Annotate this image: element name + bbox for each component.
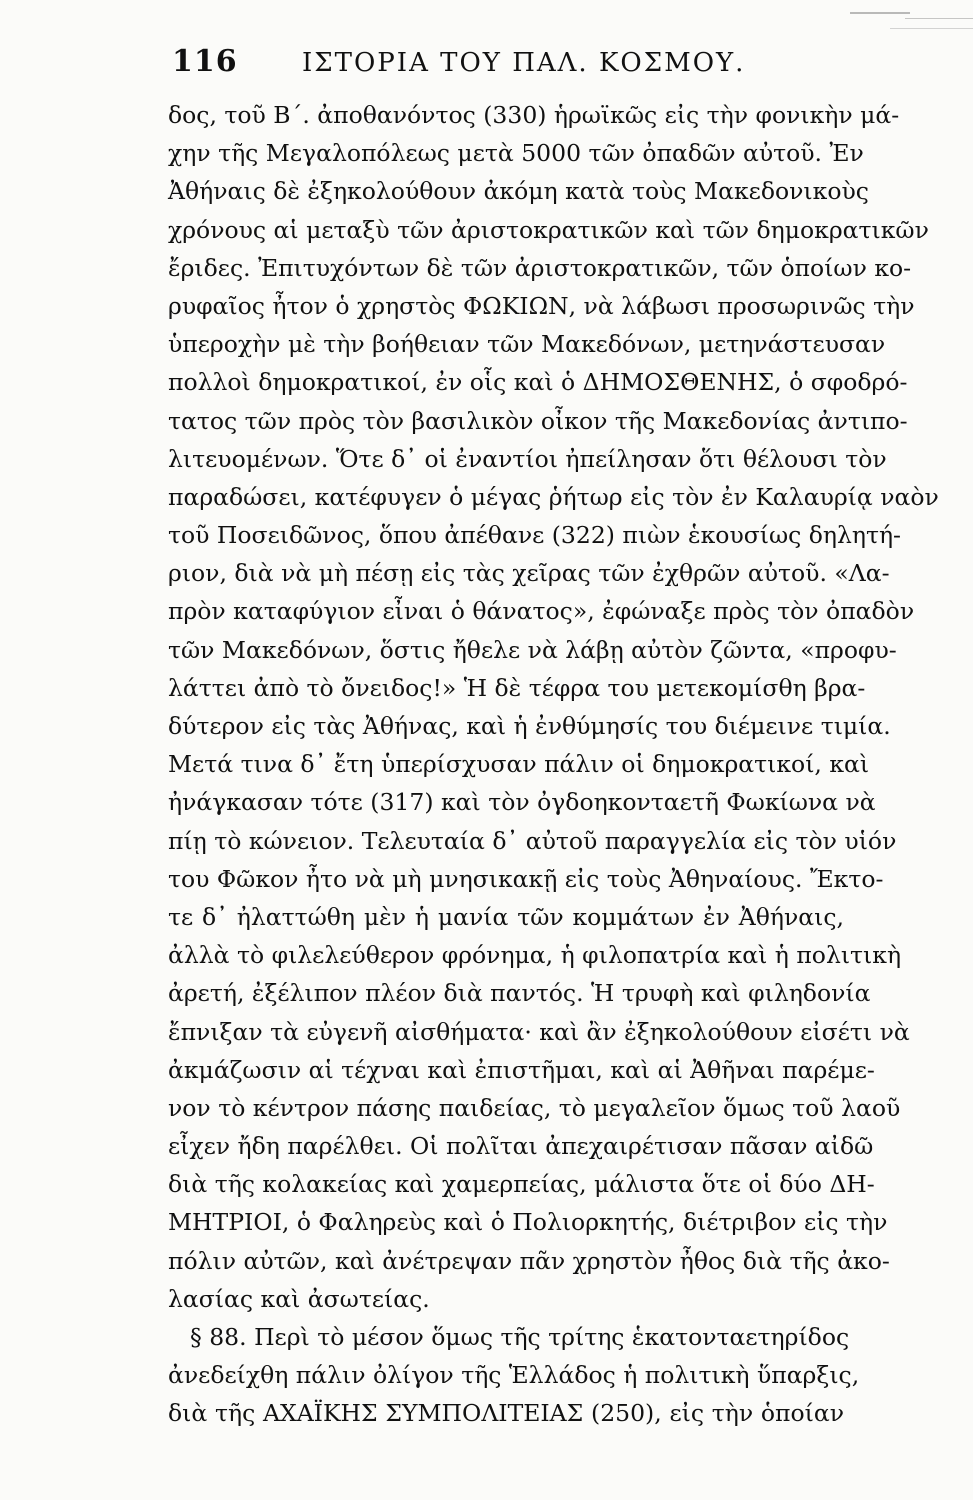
text-line: Μετά τινα δ᾽ ἔτη ὑπερίσχυσαν πάλιν οἱ δημοκρατικοί, καὶ xyxy=(168,750,870,779)
text-line: χην τῆς Μεγαλοπόλεως μετὰ 5000 τῶν ὀπαδῶν αὐτοῦ. Ἐν xyxy=(168,139,864,168)
scan-artifact xyxy=(890,28,973,29)
text-line: ἀλλὰ τὸ φιλελεύθερον φρόνημα, ἡ φιλοπατρία καὶ ἡ πολιτικὴ xyxy=(168,941,902,970)
text-line: ἀνεδείχθη πάλιν ὀλίγον τῆς Ἑλλάδος ἡ πολιτικὴ ὕπαρξις, xyxy=(168,1361,860,1390)
text-line: πίῃ τὸ κώνειον. Τελευταία δ᾽ αὐτοῦ παραγγελία εἰς τὸν υἱόν xyxy=(168,826,897,855)
text-line: ὑπεροχὴν μὲ τὴν βοήθειαν τῶν Μακεδόνων, μετηνάστευσαν xyxy=(168,330,886,359)
text-line: ἀκμάζωσιν αἱ τέχναι καὶ ἐπιστῆμαι, καὶ αἱ Ἀθῆναι παρέμε- xyxy=(168,1055,875,1084)
text-line: ἠνάγκασαν τότε (317) καὶ τὸν ὀγδοηκονταετῆ Φωκίωνα νὰ xyxy=(168,788,876,817)
scan-artifact xyxy=(905,18,973,19)
text-line: εἶχεν ἤδη παρέλθει. Οἱ πολῖται ἀπεχαιρέτισαν πᾶσαν αἰδῶ xyxy=(168,1132,874,1161)
text-line: δύτερον εἰς τὰς Ἀθήνας, καὶ ἡ ἐνθύμησίς του διέμεινε τιμία. xyxy=(168,712,891,740)
text-line: τε δ᾽ ἠλαττώθη μὲν ἡ μανία τῶν κομμάτων ἐν Ἀθήναις, xyxy=(168,902,844,931)
text-line: τατος τῶν πρὸς τὸν βασιλικὸν οἶκον τῆς Μακεδονίας ἀντιπο- xyxy=(168,406,908,435)
section-heading-line: § 88. Περὶ τὸ μέσον ὅμως τῆς τρίτης ἑκατονταετηρίδος xyxy=(190,1323,850,1351)
text-line: χρόνους αἱ μεταξὺ τῶν ἀριστοκρατικῶν καὶ τῶν δημοκρατικῶν xyxy=(168,215,929,244)
text-line: πρὸν καταφύγιον εἶναι ὁ θάνατος», ἐφώναξε πρὸς τὸν ὀπαδὸν xyxy=(168,597,915,626)
text-line: πόλιν αὐτῶν, καὶ ἀνέτρεψαν πᾶν χρηστὸν ἦθος διὰ τῆς ἀκο- xyxy=(168,1246,890,1275)
text-line: τοῦ Ποσειδῶνος, ὅπου ἀπέθανε (322) πιὼν ἑκουσίως δηλητή- xyxy=(168,521,901,550)
text-line: ρυφαῖος ἦτον ὁ χρηστὸς ΦΩΚΙΩΝ, νὰ λάβωσι προσωρινῶς τὴν xyxy=(168,291,915,320)
text-line: νον τὸ κέντρον πάσης παιδείας, τὸ μεγαλεῖον ὅμως τοῦ λαοῦ xyxy=(168,1093,901,1122)
page-number: 116 xyxy=(172,44,238,79)
text-line: λασίας καὶ ἀσωτείας. xyxy=(168,1284,430,1313)
text-line: λάττει ἀπὸ τὸ ὄνειδος!» Ἡ δὲ τέφρα του μετεκομίσθη βρα- xyxy=(168,673,866,702)
text-line: ἔπνιξαν τὰ εὐγενῆ αἰσθήματα· καὶ ἂν ἐξηκολούθουν εἰσέτι νὰ xyxy=(168,1017,910,1046)
text-line: του Φῶκον ἦτο νὰ μὴ μνησικακῇ εἰς τοὺς Ἀθηναίους. Ἔκτο- xyxy=(168,864,884,893)
text-line: λιτευομένων. Ὅτε δ᾽ οἱ ἐναντίοι ἠπείλησαν ὅτι θέλουσι τὸν xyxy=(168,444,887,473)
text-line: ΜΗΤΡΙΟΙ, ὁ Φαληρεὺς καὶ ὁ Πολιορκητής, διέτριβον εἰς τὴν xyxy=(168,1208,888,1237)
text-line: ριον, διὰ νὰ μὴ πέσῃ εἰς τὰς χεῖρας τῶν ἐχθρῶν αὐτοῦ. «Λα- xyxy=(168,559,890,588)
text-line: διὰ τῆς ΑΧΑΪΚΗΣ ΣΥΜΠΟΛΙΤΕΙΑΣ (250), εἰς τὴν ὁποίαν xyxy=(168,1399,844,1428)
body-text xyxy=(168,96,939,1433)
text-line: δος, τοῦ Β΄. ἀποθανόντος (330) ἡρωϊκῶς εἰς τὴν φονικὴν μά- xyxy=(168,101,900,129)
text-line: παραδώσει, κατέφυγεν ὁ μέγας ῥήτωρ εἰς τὸν ἐν Καλαυρίᾳ ναὸν xyxy=(168,482,939,511)
text-line: πολλοὶ δημοκρατικοί, ἐν οἷς καὶ ὁ ΔΗΜΟΣΘΕΝΗΣ, ὁ σφοδρό- xyxy=(168,368,908,397)
text-line: τῶν Μακεδόνων, ὅστις ἤθελε νὰ λάβῃ αὐτὸν ζῶντα, «προφυ- xyxy=(168,635,897,664)
text-line: ἔριδες. Ἐπιτυχόντων δὲ τῶν ἀριστοκρατικῶν, τῶν ὁποίων κο- xyxy=(168,253,912,282)
text-line: διὰ τῆς κολακείας καὶ χαμερπείας, μάλιστα ὅτε οἱ δύο ΔΗ- xyxy=(168,1170,875,1199)
text-line: Ἀθήναις δὲ ἐξηκολούθουν ἀκόμη κατὰ τοὺς Μακεδονικοὺς xyxy=(168,177,869,206)
scan-artifact xyxy=(850,12,910,14)
page-header xyxy=(172,44,832,84)
text-line: ἀρετή, ἐξέλιπον πλέον διὰ παντός. Ἡ τρυφὴ καὶ φιληδονία xyxy=(168,979,871,1008)
running-head: ΙΣΤΟΡΙΑ ΤΟΥ ΠΑΛ. ΚΟΣΜΟΥ. xyxy=(302,48,746,78)
